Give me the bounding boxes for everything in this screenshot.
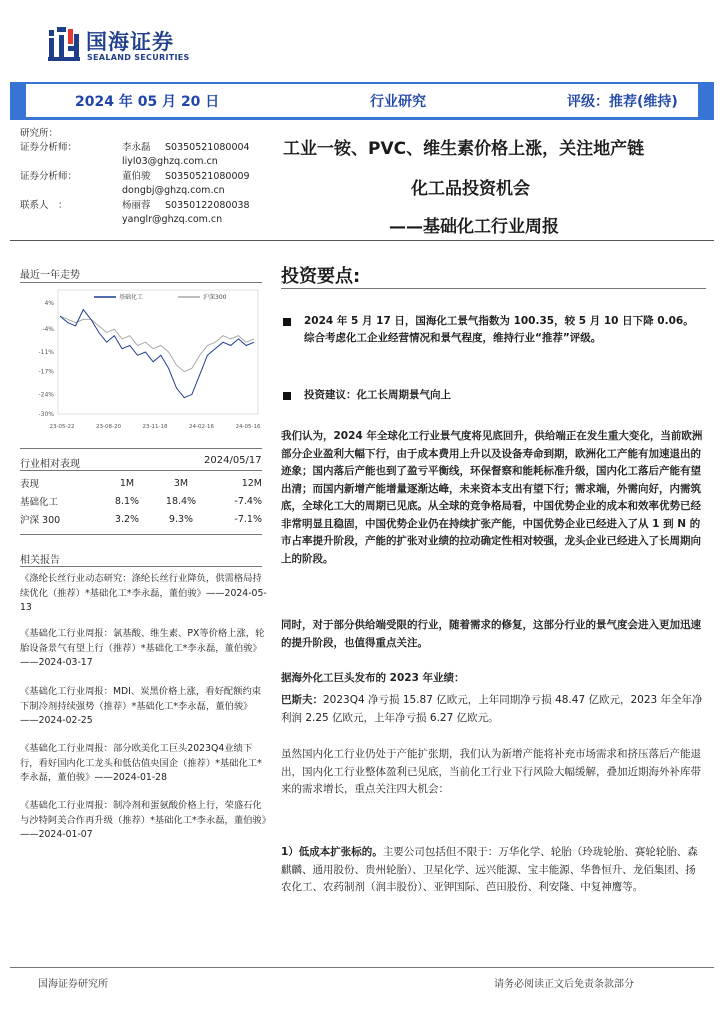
section-rule [20, 470, 262, 471]
y-tick-label: -11% [38, 349, 54, 356]
performance-title: 行业相对表现 [20, 459, 80, 470]
table-header-cell: 3M [173, 477, 189, 489]
performance-date: 2024/05/17 [204, 455, 262, 466]
basf-label: 巴斯夫： [281, 694, 323, 706]
analysis-paragraph-2: 同时，对于部分供给端受限的行业，随着需求的修复，这部分行业的景气度会进入更加迅速的提升阶段，也值得重点关注。 [281, 619, 701, 649]
table-header-cell: 12M [241, 477, 262, 489]
table-header-row [20, 474, 262, 492]
x-tick-label: 24-05-16 [235, 424, 261, 430]
research-label: 研究所： [20, 128, 59, 139]
analyst-id: S0350521080009 [165, 171, 250, 182]
table-cell: 基础化工 [20, 497, 59, 508]
table-row [20, 510, 262, 528]
table-header-cell: 1M [119, 477, 135, 489]
key-points-title: 投资要点: [281, 266, 361, 287]
trend-chart [20, 286, 262, 436]
report-title-line2: 化工品投资机会 [411, 179, 530, 199]
analyst-role: 证券分析师： [20, 142, 78, 153]
header-divider [10, 240, 714, 241]
table-cell: -7.1% [234, 513, 262, 525]
x-tick-label: 23-11-18 [142, 424, 168, 430]
section-rule [20, 448, 262, 449]
opportunity-point-1-text: 主要公司包括但不限于：万华化学、轮胎（玲珑轮胎、赛轮轮胎、森麒麟、通用股份、贵州轮胎）、卫星化学、远兴能源、宝丰能源、华鲁恒升、龙佰集团、扬农化工、农药制剂（润丰股份）、亚钾国际、芭田股份、利安隆、中复神鹰等。 [281, 846, 698, 893]
bullet-icon [283, 392, 291, 400]
y-tick-label: -30% [38, 411, 54, 418]
footer-left: 国海证券研究所 [38, 979, 108, 990]
analyst-email[interactable]: liyl03@ghzq.com.cn [122, 156, 218, 167]
section-rule [20, 282, 262, 283]
bullet-icon [283, 318, 291, 326]
analysis-paragraph-1: 我们认为，2024 年全球化工行业景气度将见底回升，供给端正在发生重大变化，当前欧洲部分企业盈利大幅下行，由于成本费用上升以及设备寿命到期，欧洲化工产能有加速退出的迹象；国内落后产能也到了盈亏平衡线，环保督察和能耗标准升级，国内化工落后产能有望出清；而国内新增产能增量逐渐达峰，未来资本支出有望下行；需求端，外需向好，内需筑底，全球化工大的周期已见底。从全球的竞争格局看，中国优势企业的成本和效率优势已经非常明显且稳固，中国优势企业仍在持续扩张产能，中国优势企业已经进入了从 1 到 N 的市占率提升阶段，产能的扩张对业绩的拉动确定性相对较强，龙头企业已经进入了长周期向上的阶段。 [281, 430, 703, 565]
contact-id: S0350122080038 [165, 200, 250, 211]
table-cell: 8.1% [114, 495, 140, 507]
opportunity-point-1-title: 1）低成本扩张标的。 [281, 846, 383, 858]
report-type: 行业研究 [370, 94, 426, 110]
report-title-line1: 工业一铵、PVC、维生素价格上涨，关注地产链 [283, 139, 645, 159]
analyst-name: 李永磊 [122, 142, 151, 153]
table-cell: 3.2% [114, 513, 140, 525]
related-report-item[interactable]: 《基础化工行业周报：氯基酸、维生素、PX等价格上涨，轮胎设备景气有望上行（推荐）*基础化工*李永磊，董伯骏》——2024-03-17 [20, 628, 265, 668]
company-logo-icon [48, 26, 80, 62]
section-rule [20, 566, 262, 567]
y-tick-label: -24% [38, 391, 54, 399]
related-report-item[interactable]: 《基础化工行业周报：MDI、炭黑价格上涨，看好配额约束下制冷剂持续强势（推荐）*基础化工*李永磊，董伯骏》——2024-02-25 [20, 686, 262, 726]
related-report-item[interactable]: 《基础化工行业周报：部分欧美化工巨头2023Q4业绩下行，看好国内化工龙头和低估值央国企（推荐）*基础化工*李永磊，董伯骏》——2024-01-28 [20, 743, 262, 783]
basf-text: 2023Q4 净亏损 15.87 亿欧元，上年同期净亏损 48.47 亿欧元，2023 年全年净利润 2.25 亿欧元，上年净亏损 6.27 亿欧元。 [281, 694, 703, 724]
x-tick-label: 24-02-16 [189, 424, 214, 430]
table-cell: 9.3% [168, 513, 194, 525]
footer-divider [10, 967, 714, 968]
y-tick-label: -17% [38, 368, 54, 376]
y-tick-label: -4% [42, 326, 54, 334]
table-cell: -7.4% [234, 495, 262, 507]
table-cell: 18.4% [165, 495, 197, 507]
analysis-paragraph-3: 虽然国内化工行业仍处于产能扩张期，我们认为新增产能将补充市场需求和挤压落后产能退出，国内化工行业整体盈利已见底，当前化工行业下行风险大幅缓解，叠加近期海外补库带来的需求增长，重点关注四大机会： [281, 748, 701, 795]
chart-plot-area [58, 290, 258, 414]
key-point-1: 2024 年 5 月 17 日，国海化工景气指数为 100.35，较 5 月 10 日下降 0.06。综合考虑化工企业经营情况和景气程度，维持行业“推荐”评级。 [304, 315, 694, 344]
contact-name: 杨丽蓉 [122, 200, 151, 211]
table-row [20, 492, 262, 510]
footer-right: 请务必阅读正文后免责条款部分 [494, 979, 634, 990]
section-rule [281, 288, 706, 289]
report-rating: 评级：推荐(维持) [567, 94, 678, 110]
analyst-id: S0350521080004 [165, 142, 250, 153]
x-tick-label: 23-08-20 [96, 424, 121, 430]
contact-email[interactable]: yanglr@ghzq.com.cn [122, 214, 223, 225]
opportunity-point-1 [281, 844, 704, 897]
section-rule [20, 534, 262, 535]
overseas-subtitle: 据海外化工巨头发布的 2023 年业绩： [281, 672, 465, 684]
x-tick-label: 23-05-22 [49, 424, 75, 430]
contact-role: 联系人 ： [20, 200, 68, 211]
legend-label-series2: 沪深300 [203, 294, 227, 301]
report-subtitle: ——基础化工行业周报 [389, 217, 559, 237]
related-report-item[interactable]: 《基础化工行业周报：制冷剂和蛋氨酸价格上行，荣盛石化与沙特阿美合作再升级（推荐）*基础化工*李永磊，董伯骏》——2024-01-07 [20, 800, 267, 840]
basf-results [281, 692, 704, 727]
table-cell: 沪深 300 [20, 515, 61, 526]
table-header-cell: 表现 [20, 479, 40, 490]
chart-section-title: 最近一年走势 [20, 270, 80, 281]
analyst-email[interactable]: dongbj@ghzq.com.cn [122, 185, 225, 196]
related-reports-title: 相关报告 [20, 555, 60, 566]
report-date: 2024 年 05 月 20 日 [75, 94, 220, 110]
legend-label-series1: 基础化工 [119, 294, 144, 301]
related-report-item[interactable]: 《涤纶长丝行业动态研究：涤纶长丝行业降负，供需格局持续优化（推荐）*基础化工*李永磊，董伯骏》——2024-05-13 [20, 573, 267, 613]
logo-text: 国海证券 [86, 30, 174, 54]
analyst-name: 董伯骏 [122, 171, 151, 182]
key-point-2: 投资建议：化工长周期景气向上 [304, 389, 451, 401]
analyst-role: 证券分析师： [20, 171, 78, 182]
y-tick-label: 4% [44, 300, 54, 308]
logo-english-text: SEALAND SECURITIES [87, 53, 190, 62]
performance-table [20, 474, 262, 528]
